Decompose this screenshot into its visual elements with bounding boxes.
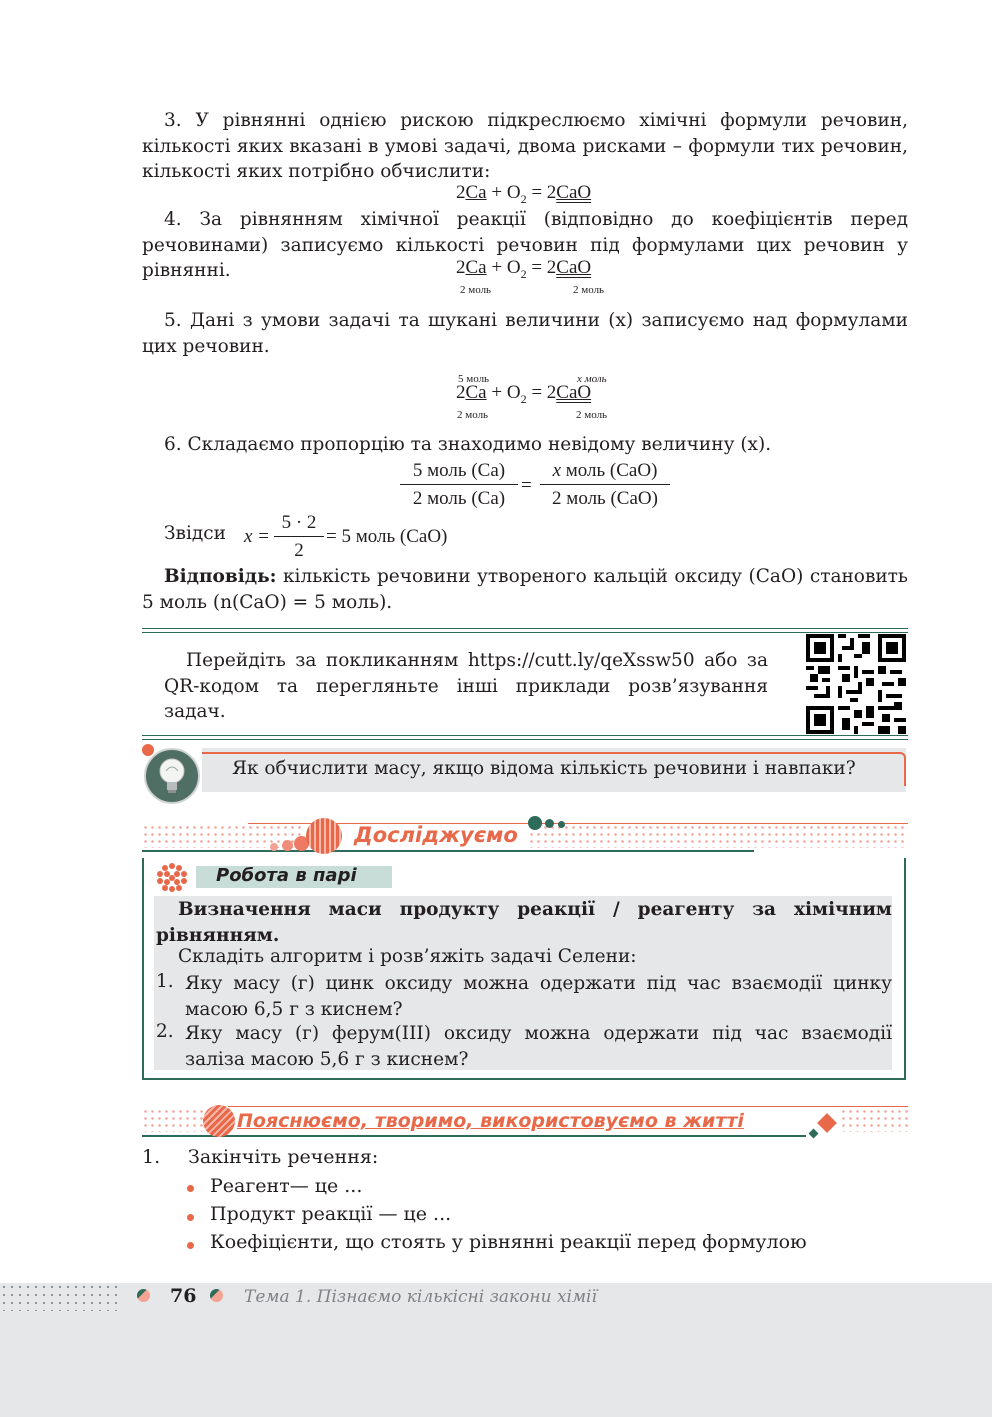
qr-box-top-border xyxy=(142,628,908,633)
lightbulb-icon xyxy=(152,754,192,798)
moles-below-right-2: 2 моль xyxy=(573,284,605,296)
bullet-3 xyxy=(187,1242,194,1249)
apply-diamond-orange xyxy=(817,1113,837,1133)
task-title: Визначення маси продукту реакції / реагенту за хімічним рівнянням. xyxy=(156,899,892,946)
apply-task: Закінчіть речення: xyxy=(188,1146,379,1168)
footer-topic: Тема 1. Пізнаємо кількісні закони хімії xyxy=(244,1287,597,1307)
research-heading: Досліджуємо xyxy=(354,823,518,847)
proportion-right: x моль (CaO) 2 моль (CaO) xyxy=(540,460,670,510)
answer-text: Відповідь: кількість речовини утвореного кальцій оксиду (CaO) становить 5 моль (n(CaO) = 5 моль). xyxy=(142,566,908,613)
x-fraction: $\frac{5 \cdot 2}{2}$ xyxy=(274,512,324,562)
research-dot-2 xyxy=(282,840,293,851)
qr-box-bottom-border xyxy=(142,735,908,740)
question-text: Як обчислити масу, якщо відома кількість речовини і навпаки? xyxy=(232,758,856,779)
moles-below-right-3: 2 моль xyxy=(576,409,608,421)
footer-dot-left xyxy=(137,1289,150,1302)
task-item-1-num: 1. xyxy=(156,971,174,992)
task-intro: Складіть алгоритм і розв’яжіть задачі Селени: xyxy=(178,946,637,967)
x-equals: x = xyxy=(244,526,271,547)
research-dots-right xyxy=(528,824,908,848)
moles-above-left: 5 моль xyxy=(458,373,490,385)
task-item-1: Яку масу (г) цинк оксиду можна одержати під час взаємодії цинку масою 6,5 г з киснем? xyxy=(185,973,892,1020)
apply-dots-right xyxy=(840,1108,908,1132)
pair-title: Робота в парі xyxy=(216,865,357,886)
apply-heading: Пояснюємо, творимо, використовуємо в житті xyxy=(237,1110,744,1132)
pair-work-icon xyxy=(156,862,188,894)
research-dots-teal-1 xyxy=(528,816,542,830)
proportion-equals: = xyxy=(521,475,532,496)
equation-3: $2Ca + O_2 = 2CaO$ xyxy=(456,382,592,406)
qr-code-icon[interactable] xyxy=(806,634,906,734)
moles-above-right: x моль xyxy=(577,373,607,385)
equation-2: $2Ca + O_2 = 2CaO$ xyxy=(456,257,592,281)
zvidsy-label: Звідси xyxy=(164,523,226,544)
research-dots-teal-2 xyxy=(545,819,554,828)
equation-1: $2Ca + O_2 = 2CaO$ xyxy=(456,182,592,206)
apply-dots-left xyxy=(142,1108,204,1132)
x-result: = 5 моль (CaO) xyxy=(326,526,448,547)
apply-line-bottom xyxy=(142,1135,806,1137)
step-3-text: 3. У рівнянні однією рискою підкреслюємо хімічні формули речовин, кількості яких вказані в умові задачі, двома рисками – формули тих речовин, кількості яких потрібно обчислити: xyxy=(142,110,908,182)
step-6-text: 6. Складаємо пропорцію та знаходимо невідому величину (x). xyxy=(164,434,772,455)
research-line-top xyxy=(248,823,908,824)
footer-dots xyxy=(0,1283,122,1311)
page-number: 76 xyxy=(170,1285,197,1307)
apply-line-top xyxy=(228,1106,908,1107)
research-line-bottom xyxy=(142,850,754,852)
apply-diamond-teal xyxy=(809,1129,819,1139)
footer-dot-right xyxy=(210,1289,223,1302)
qr-box-text: Перейдіть за покликанням https://cutt.ly/qeXssw50 або за QR-кодом та перегляньте інші приклади розв’язування задач. xyxy=(164,650,768,722)
apply-striped-circle xyxy=(203,1105,235,1137)
step-5-text: 5. Дані з умови задачі та шукані величини (x) записуємо над формулами цих речовин. xyxy=(142,310,908,357)
task-item-2: Яку масу (г) ферум(ІІІ) оксиду можна одержати під час взаємодії заліза масою 5,6 г з киснем? xyxy=(185,1023,892,1070)
bullet-1 xyxy=(187,1185,194,1192)
moles-below-left-3: 2 моль xyxy=(457,409,489,421)
bullet-2 xyxy=(187,1214,194,1221)
research-dots-left xyxy=(142,824,302,848)
apply-bullet-3: Коефіцієнти, що стоять у рівнянні реакції перед формулою xyxy=(210,1231,807,1253)
apply-bullet-1: Реагент— це ... xyxy=(210,1175,363,1197)
task-item-2-num: 2. xyxy=(156,1021,174,1042)
step-4-text: 4. За рівнянням хімічної реакції (відповідно до коефіцієнтів перед речовинами) записуємо кількості речовин під формулами цих речовин у рівнянні. xyxy=(142,209,908,281)
apply-bullet-2: Продукт реакції — це ... xyxy=(210,1203,452,1225)
apply-task-num: 1. xyxy=(142,1146,161,1168)
research-striped-circle xyxy=(306,818,342,854)
moles-below-left-2: 2 моль xyxy=(460,284,492,296)
research-dot-1 xyxy=(270,843,278,851)
proportion-left: 5 моль (Ca) 2 моль (Ca) xyxy=(400,460,518,510)
research-dots-teal-3 xyxy=(558,821,565,828)
